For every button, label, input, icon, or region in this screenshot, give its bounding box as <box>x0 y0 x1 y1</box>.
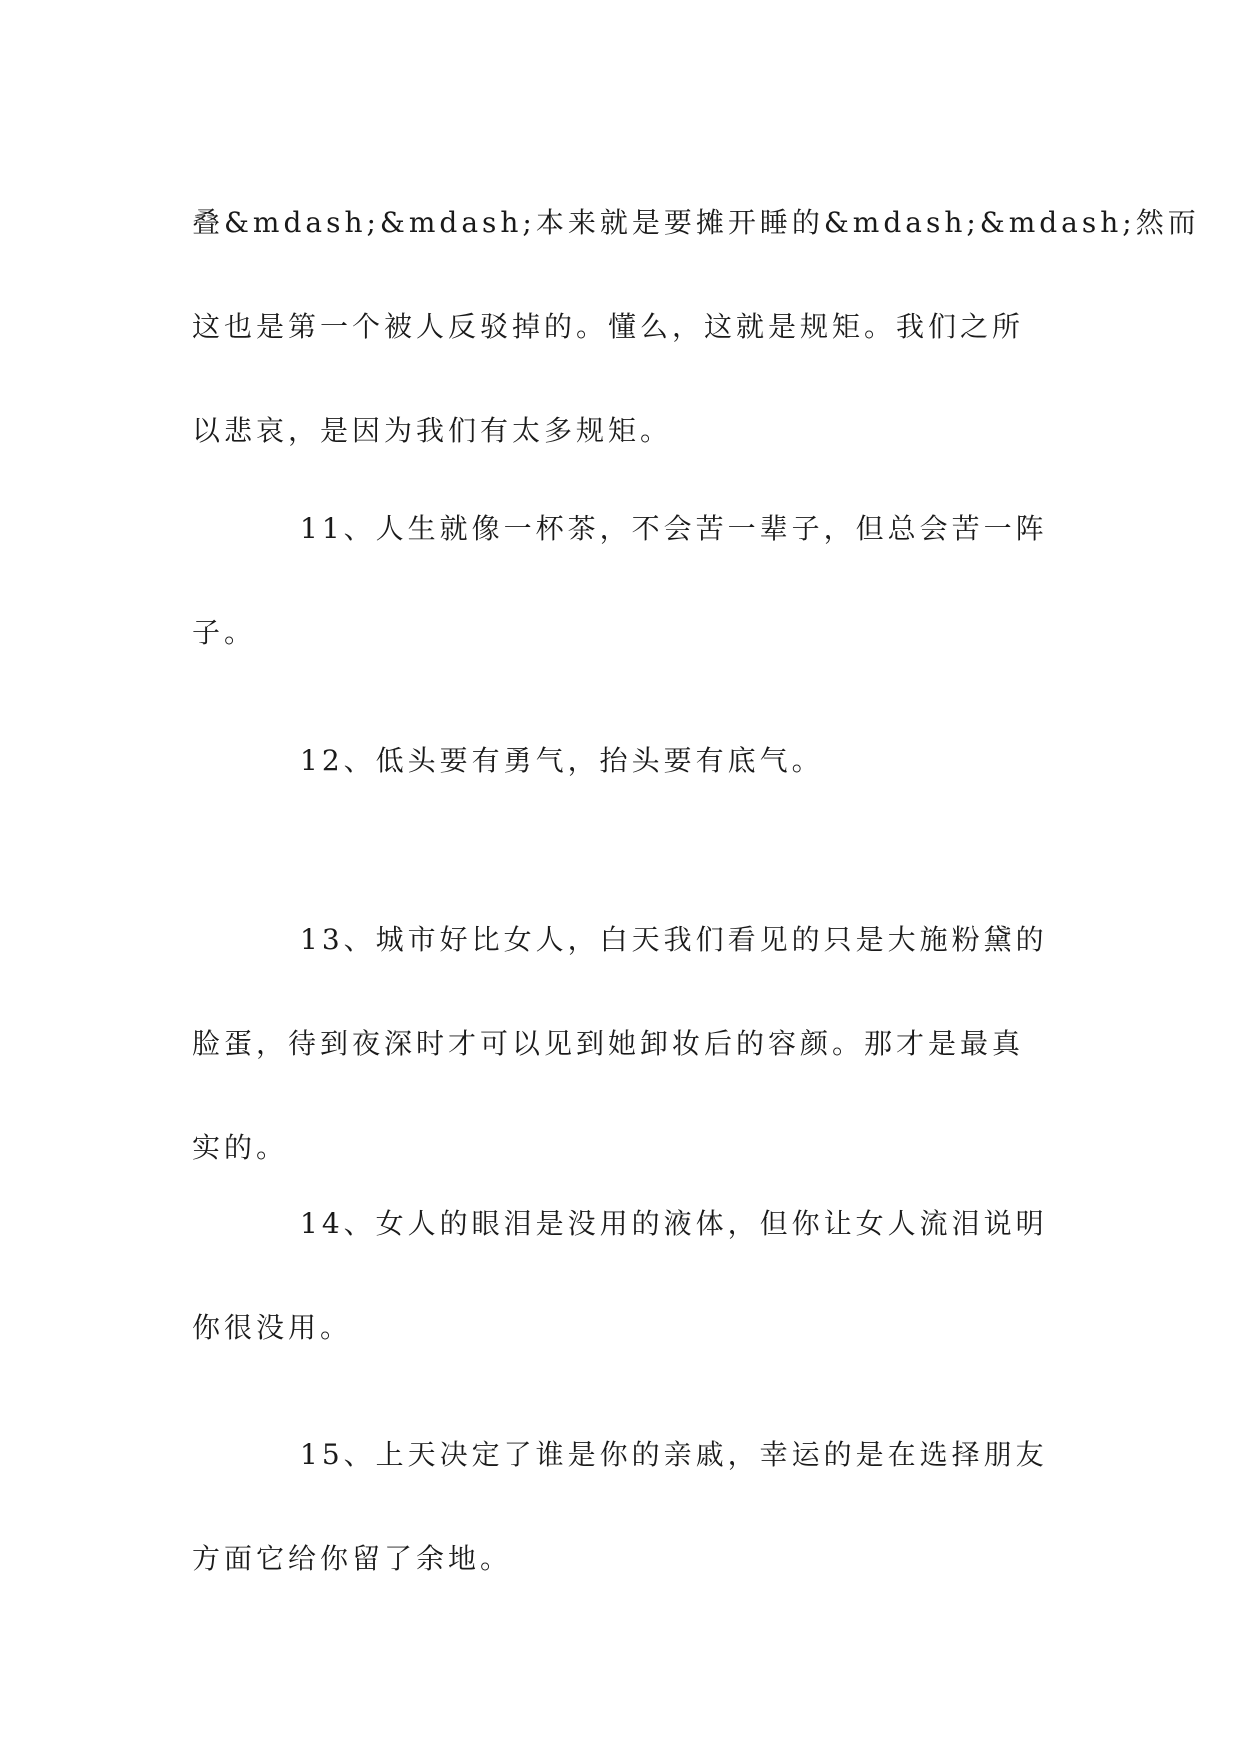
paragraph-line: 叠&mdash;&mdash;本来就是要摊开睡的&mdash;&mdash;然而 <box>192 206 1200 239</box>
paragraph-item-15 <box>192 1377 1060 1637</box>
paragraph-line: 12、低头要有勇气，抬头要有底气。 <box>300 744 824 777</box>
paragraph-line: 11、人生就像一杯茶，不会苦一辈子，但总会苦一阵 <box>300 512 1048 545</box>
paragraph-line: 实的。 <box>192 1131 289 1164</box>
paragraph-item-14 <box>192 1146 1060 1406</box>
paragraph-line: 子。 <box>192 616 257 649</box>
paragraph-line: 14、女人的眼泪是没用的液体，但你让女人流泪说明 <box>300 1207 1048 1240</box>
paragraph-line: 脸蛋，待到夜深时才可以见到她卸妆后的容颜。那才是最真 <box>192 1027 1025 1060</box>
paragraph-item-11 <box>192 451 1060 711</box>
paragraph-line: 15、上天决定了谁是你的亲戚，幸运的是在选择朋友 <box>300 1438 1048 1471</box>
paragraph-item-12 <box>192 683 1060 839</box>
paragraph-line: 以悲哀，是因为我们有太多规矩。 <box>192 414 673 447</box>
paragraph-line: 这也是第一个被人反驳掉的。懂么，这就是规矩。我们之所 <box>192 310 1025 343</box>
paragraph-line: 13、城市好比女人，白天我们看见的只是大施粉黛的 <box>300 923 1048 956</box>
paragraph-line: 方面它给你留了余地。 <box>192 1542 513 1575</box>
paragraph-line: 你很没用。 <box>192 1311 353 1344</box>
